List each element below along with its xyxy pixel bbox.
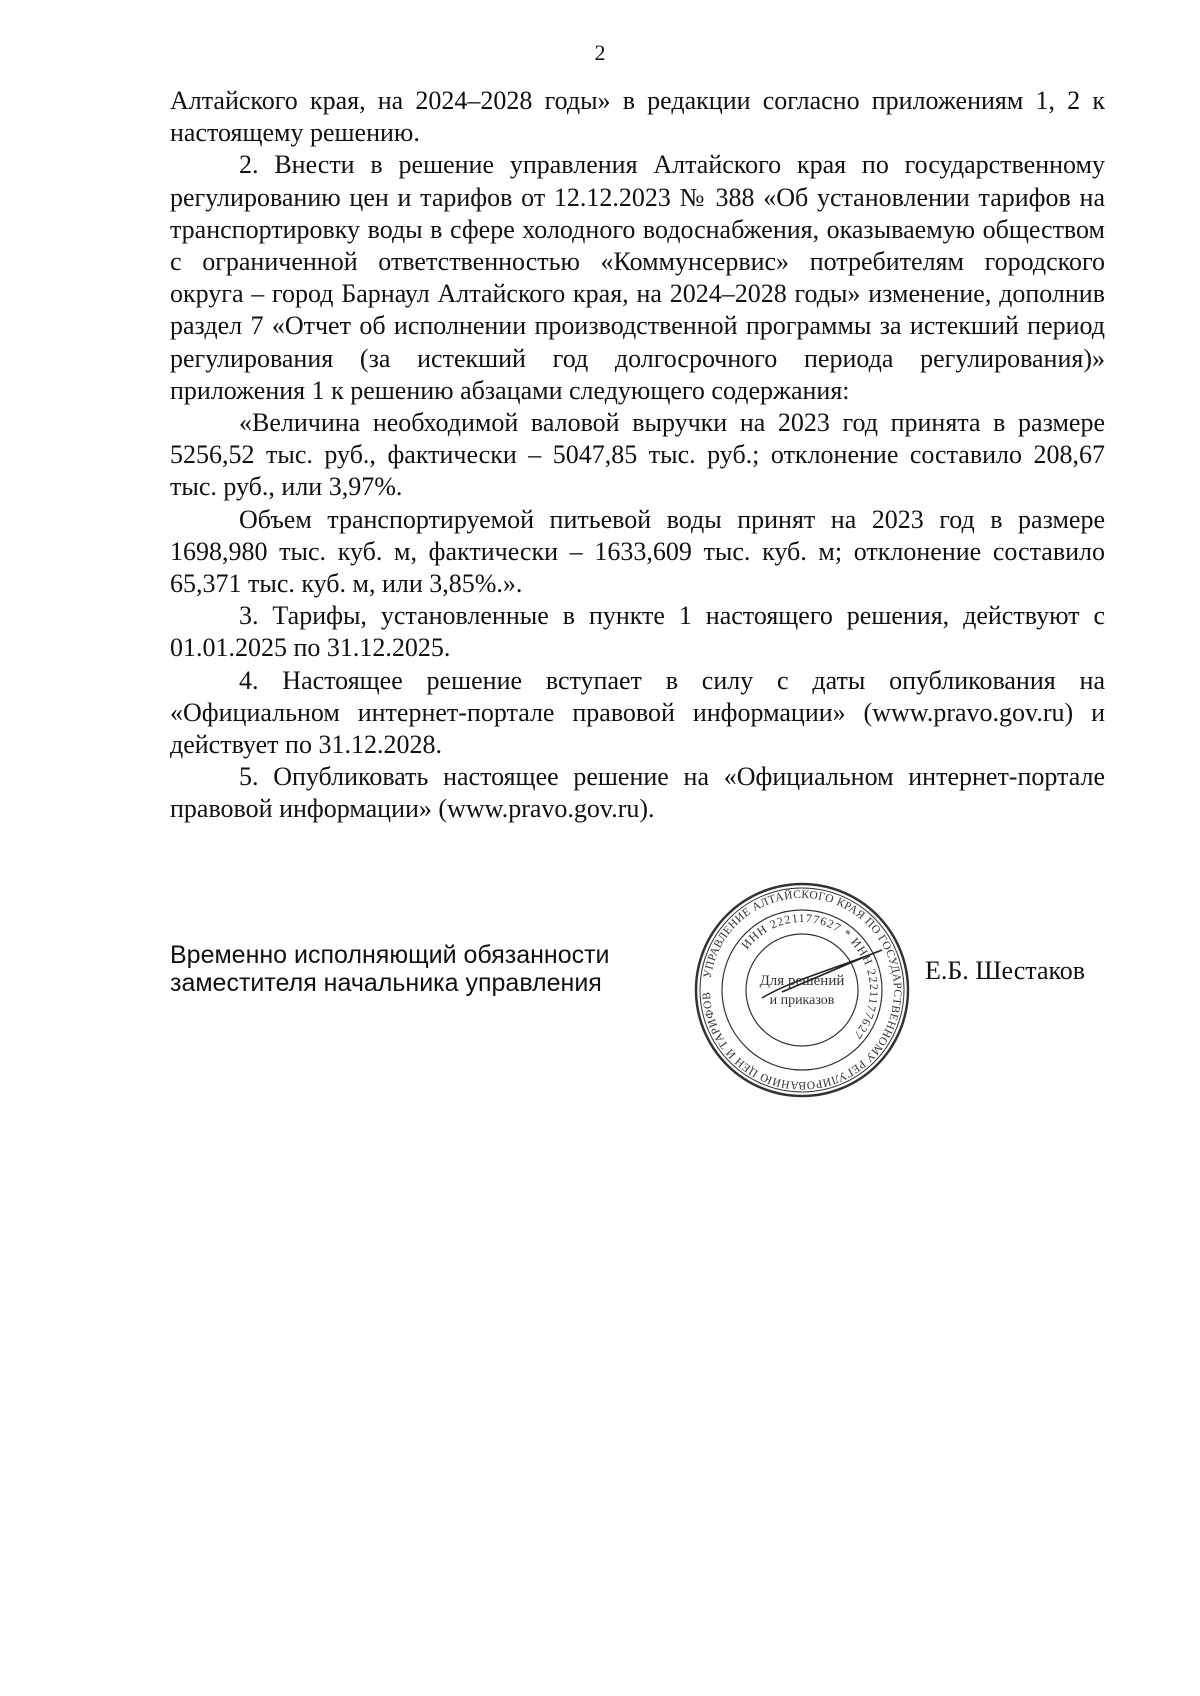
seal-center-line2: и приказов: [769, 993, 835, 1008]
seal-center-line1: Для решений: [759, 973, 845, 989]
paragraph-item-3: 3. Тарифы, установленные в пункте 1 настоящего решения, действуют с 01.01.2025 по 31.12.2025.: [170, 601, 1105, 663]
paragraph-item-2: 2. Внести в решение управления Алтайского края по государственному регулированию цен и тарифов от 12.12.2023 № 388 «Об установлении тарифов на транспортировку воды в сфере холодного водоснабжения, оказываемую обществом с ограниченной ответственностью «Коммунсервис» потребителям городского округа – город Барнаул Алтайского края, на 2024–2028 годы» изменение, дополнив раздел 7 «Отчет об исполнении производственной программы за истекший период регулирования (за истекший год долгосрочного периода регулирования)» приложения 1 к решению абзацами следующего содержания:: [170, 150, 1105, 405]
paragraph-revenue: «Величина необходимой валовой выручки на 2023 год принята в размере 5256,52 тыс. руб., фактически – 5047,85 тыс. руб.; отклонение составило 208,67 тыс. руб., или 3,97%.: [170, 408, 1105, 502]
document-body: [170, 85, 1105, 826]
paragraph-item-5: 5. Опубликовать настоящее решение на «Официальном интернет-портале правовой информации» (www.pravo.gov.ru).: [170, 762, 1105, 824]
official-seal: [692, 880, 912, 1100]
seal-inn-text: ИНН 2221177627 * ИНН 2221177627: [738, 910, 882, 1043]
signature-title-line1: Временно исполняющий обязанности: [170, 941, 610, 969]
paragraph-item-4: 4. Настоящее решение вступает в силу с даты опубликования на «Официальном интернет-портале правовой информации» (www.pravo.gov.ru) и действует по 31.12.2028.: [170, 665, 1105, 760]
seal-outer-text: УПРАВЛЕНИЕ АЛТАЙСКОГО КРАЯ ПО ГОСУДАРСТВЕННОМУ РЕГУЛИРОВАНИЮ ЦЕН И ТАРИФОВ: [700, 888, 904, 1092]
paragraph-volume: Объем транспортируемой питьевой воды принят на 2023 год в размере 1698,980 тыс. куб. м, фактически – 1633,609 тыс. куб. м; отклонение составило 65,371 тыс. куб. м, или 3,85%.».: [170, 504, 1105, 599]
paragraph-continuation: Алтайского края, на 2024–2028 годы» в редакции согласно приложениям 1, 2 к настоящему решению.: [170, 86, 1105, 148]
seal-inner-ring: [746, 934, 858, 1046]
signature-title-line2: заместителя начальника управления: [170, 969, 602, 997]
seal-svg: [692, 880, 912, 1100]
signature-title: [170, 941, 690, 997]
signatory-name: Е.Б. Шестаков: [925, 956, 1086, 985]
page-number: 2: [594, 40, 606, 65]
